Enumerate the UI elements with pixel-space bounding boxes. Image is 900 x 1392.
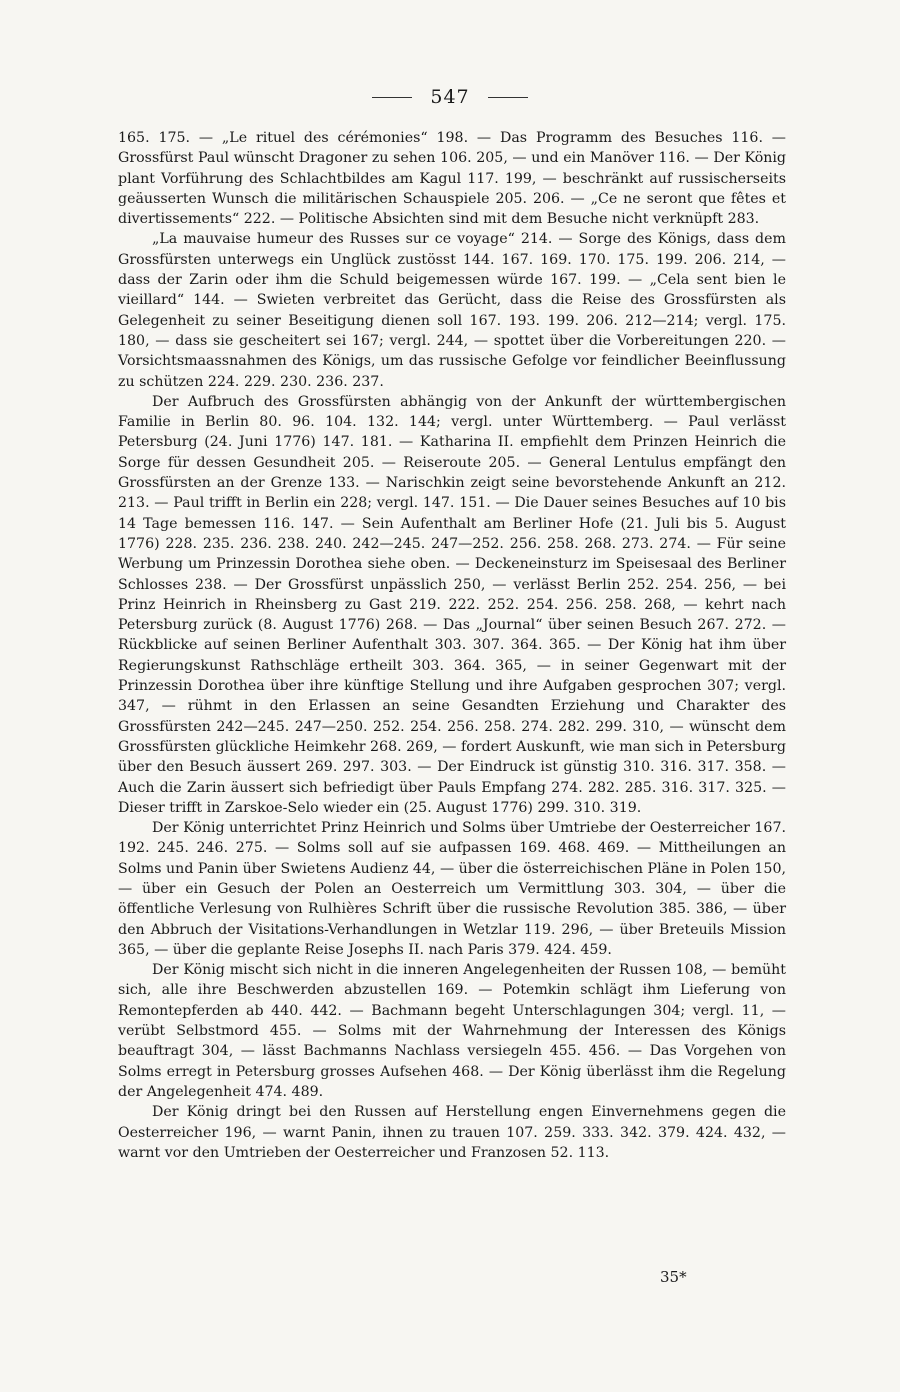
page-number: 547 bbox=[430, 86, 470, 108]
header-rule-left bbox=[372, 97, 412, 98]
paragraph: 165. 175. — „Le rituel des cérémonies“ 198. — Das Programm des Besuches 116. — Grossfürst Paul wünscht Dragoner zu sehen 106. 205, — und ein Manöver 116. — Der König plant Vorführung des Schlachtbildes am Kagul 117. 199, — beschränkt auf russischerseits geäusserten Wunsch die militärischen Schauspiele 205. 206. — „Ce ne seront que fêtes et divertissements“ 222. — Politische Absichten sind mit dem Besuche nicht verknüpft 283. bbox=[118, 130, 786, 228]
paragraph: Der Aufbruch des Grossfürsten abhängig von der Ankunft der württembergischen Familie in Berlin 80. 96. 104. 132. 144; vergl. unter Württemberg. — Paul verlässt Petersburg (24. Juni 1776) 147. 181. — Katharina II. empfiehlt dem Prinzen Heinrich die Sorge für dessen Gesundheit 205. — Reiseroute 205. — General Lentulus empfängt den Grossfürsten an der Grenze 133. — Narischkin zeigt seine bevorstehende Ankunft an 212. 213. — Paul trifft in Berlin ein 228; vergl. 147. 151. — Die Dauer seines Besuches auf 10 bis 14 Tage bemessen 116. 147. — Sein Aufenthalt am Berliner Hofe (21. Juli bis 5. August 1776) 228. 235. 236. 238. 240. 242—245. 247—252. 256. 258. 268. 273. 274. — Für seine Werbung um Prinzessin Dorothea siehe oben. — Deckeneinsturz im Speisesaal des Berliner Schlosses 238. — Der Grossfürst unpässlich 250, — verlässt Berlin 252. 254. 256, — bei Prinz Heinrich in Rheinsberg zu Gast 219. 222. 252. 254. 256. 258. 268, — kehrt nach Petersburg zurück (8. August 1776) 268. — Das „Journal“ über seinen Besuch 267. 272. — Rückblicke auf seinen Berliner Aufenthalt 303. 307. 364. 365. — Der König hat ihm über Regierungskunst Rathschläge ertheilt 303. 364. 365, — in seiner Gegenwart mit der Prinzessin Dorothea über ihre künftige Stellung und ihre Aufgaben gesprochen 307; vergl. 347, — rühmt in den Erlassen an seine Gesandten Erziehung und Charakter des Grossfürsten 242—245. 247—250. 252. 254. 256. 258. 274. 282. 299. 310, — wünscht dem Grossfürsten glückliche Heimkehr 268. 269, — fordert Auskunft, wie man sich in Petersburg über den Besuch äussert 269. 297. 303. — Der Eindruck ist günstig 310. 316. 317. 358. — Auch die Zarin äussert sich befriedigt über Pauls Empfang 274. 282. 285. 316. 317. 325. — Dieser trifft in Zarskoe-Selo wieder ein (25. August 1776) 299. 310. 319. bbox=[118, 393, 786, 816]
header-rule-right bbox=[488, 97, 528, 98]
paragraph: Der König mischt sich nicht in die inneren Angelegenheiten der Russen 108, — bemüht sich, alle ihre Beschwerden abzustellen 169. — Potemkin schlägt ihm Lieferung von Remontepferden ab 440. 442. — Bachmann begeht Unterschlagungen 304; vergl. 11, — verübt Selbstmord 455. — Solms mit der Wahrnehmung der Interessen des Königs beauftragt 304, — lässt Bachmanns Nachlass versiegeln 455. 456. — Das Vorgehen von Solms erregt in Petersburg grosses Aufsehen 468. — Der König überlässt ihm die Regelung der Angelegenheit 474. 489. bbox=[118, 962, 786, 1100]
paragraph: Der König unterrichtet Prinz Heinrich und Solms über Umtriebe der Oesterreicher 167. 192. 245. 246. 275. — Solms soll auf sie aufpassen 169. 468. 469. — Mittheilungen an Solms und Panin über Swietens Audienz 44, — über die österreichischen Pläne in Polen 150, — über ein Gesuch der Polen an Oesterreich um Vermittlung 303. 304, — über die öffentliche Verlesung von Rulhières Schrift über die russische Revolution 385. 386, — über den Abbruch der Visitations-Verhandlungen in Wetzlar 119. 296, — über Breteuils Mission 365, — über die geplante Reise Josephs II. nach Paris 379. 424. 459. bbox=[118, 820, 786, 958]
paragraph: Der König dringt bei den Russen auf Herstellung engen Einvernehmens gegen die Oesterreicher 196, — warnt Panin, ihnen zu trauen 107. 259. 333. 342. 379. 424. 432, — warnt vor den Umtrieben der Oesterreicher und Franzosen 52. 113. bbox=[118, 1104, 786, 1161]
signature-mark: 35* bbox=[660, 1268, 687, 1286]
page-header bbox=[0, 86, 900, 108]
body-text bbox=[118, 128, 786, 1163]
paragraph: „La mauvaise humeur des Russes sur ce voyage“ 214. — Sorge des Königs, dass dem Grossfürsten unterwegs ein Unglück zustösst 144. 167. 169. 170. 175. 199. 206. 214, — dass der Zarin oder ihm die Schuld beigemessen würde 167. 199. — „Cela sent bien le vieillard“ 144. — Swieten verbreitet das Gerücht, dass die Reise des Grossfürsten als Gelegenheit zu seiner Beseitigung dienen soll 167. 193. 199. 206. 212—214; vergl. 175. 180, — dass sie gescheitert sei 167; vergl. 244, — spottet über die Vorbereitungen 220. — Vorsichtsmaassnahmen des Königs, um das russische Gefolge vor feindlicher Beeinflussung zu schützen 224. 229. 230. 236. 237. bbox=[118, 231, 786, 390]
